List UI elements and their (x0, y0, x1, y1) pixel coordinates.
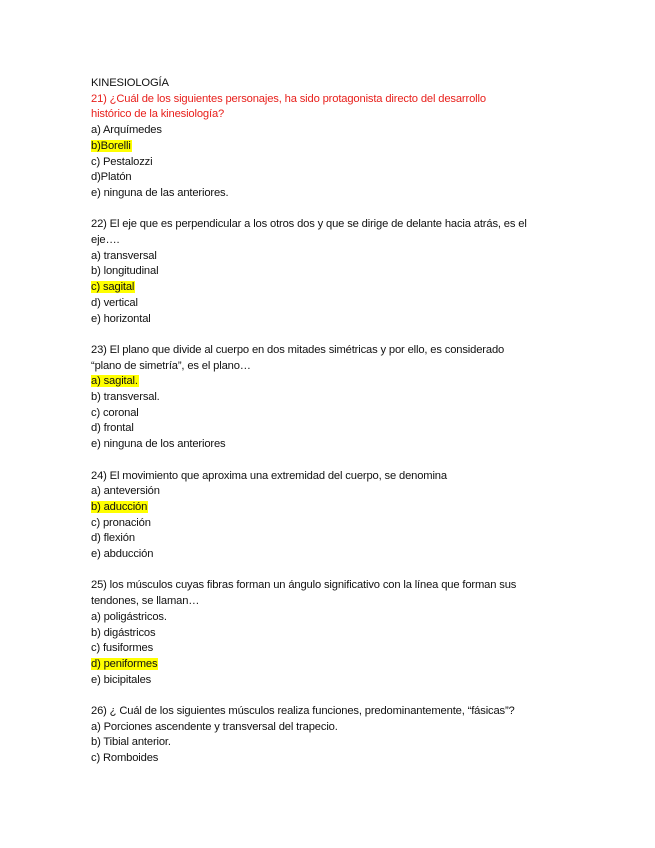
question-block (91, 704, 571, 767)
answer-option-text: a) anteversión (91, 485, 160, 498)
question-text: 22) El eje que es perpendicular a los otros dos y que se dirige de delante hacia atrás, es el (91, 218, 527, 231)
answer-option-text: d)Platón (91, 171, 132, 184)
answer-option-text: c) fusiformes (91, 642, 154, 655)
answer-option-text: c) Romboides (91, 752, 159, 765)
answer-option (91, 296, 571, 312)
answer-option (91, 610, 571, 626)
question-list (91, 92, 571, 767)
answer-option (91, 170, 571, 186)
answer-option-text: e) bicipitales (91, 673, 152, 686)
answer-option-text: b) digástricos (91, 626, 156, 639)
answer-option-text: c) Pestalozzi (91, 155, 153, 168)
answer-option-text: c) pronación (91, 516, 151, 529)
answer-option-text: b)Borelli (91, 139, 131, 152)
question-block (91, 578, 571, 688)
answer-option (91, 421, 571, 437)
answer-option-text: c) sagital (91, 281, 135, 294)
answer-option (91, 186, 571, 202)
question-text: tendones, se llaman… (91, 595, 200, 608)
answer-option-text: d) vertical (91, 296, 138, 309)
answer-options (91, 720, 571, 767)
answer-option-text: a) poligástricos. (91, 610, 167, 623)
question-text: 26) ¿ Cuál de los siguientes músculos realiza funciones, predominantemente, “fásicas”? (91, 705, 515, 718)
answer-option-text: a) sagital. (91, 375, 138, 388)
answer-option-correct (91, 280, 571, 296)
answer-option-text: c) coronal (91, 406, 139, 419)
answer-option (91, 641, 571, 657)
answer-option (91, 751, 571, 767)
answer-options (91, 123, 571, 202)
answer-option-text: a) transversal (91, 249, 157, 262)
answer-option-text: d) flexión (91, 532, 135, 545)
question-text: histórico de la kinesiología? (91, 108, 225, 121)
answer-option-text: d) frontal (91, 422, 134, 435)
answer-option (91, 547, 571, 563)
answer-option (91, 264, 571, 280)
question-text: 23) El plano que divide al cuerpo en dos mitades simétricas y por ello, es considerado (91, 343, 505, 356)
answer-option (91, 390, 571, 406)
answer-option-text: a) Porciones ascendente y transversal del trapecio. (91, 720, 338, 733)
question-block (91, 92, 571, 202)
question-text: “plano de simetría”, es el plano… (91, 359, 251, 372)
question-text: 21) ¿Cuál de los siguientes personajes, ha sido protagonista directo del desarrollo (91, 92, 486, 105)
question-block (91, 469, 571, 563)
answer-options (91, 484, 571, 563)
document-title: KINESIOLOGÍA (91, 77, 169, 89)
answer-option-correct (91, 657, 571, 673)
question-block (91, 217, 571, 327)
answer-option (91, 516, 571, 532)
answer-options (91, 249, 571, 328)
answer-option-correct (91, 139, 571, 155)
answer-option-correct (91, 500, 571, 516)
answer-option-text: e) ninguna de los anteriores (91, 438, 226, 451)
answer-option-text: a) Arquímedes (91, 124, 162, 137)
answer-option-correct (91, 374, 571, 390)
document-page (91, 76, 571, 783)
answer-option-text: b) longitudinal (91, 265, 159, 278)
answer-option (91, 155, 571, 171)
answer-option-text: b) aducción (91, 500, 148, 513)
answer-option (91, 484, 571, 500)
answer-option (91, 720, 571, 736)
answer-option-text: b) Tibial anterior. (91, 736, 171, 749)
answer-options (91, 374, 571, 453)
answer-options (91, 610, 571, 689)
answer-option (91, 406, 571, 422)
answer-option (91, 437, 571, 453)
answer-option (91, 123, 571, 139)
answer-option-text: d) peniformes (91, 657, 158, 670)
answer-option-text: e) horizontal (91, 312, 151, 325)
answer-option-text: e) ninguna de las anteriores. (91, 186, 229, 199)
answer-option (91, 531, 571, 547)
answer-option (91, 735, 571, 751)
question-text: 25) los músculos cuyas fibras forman un ángulo significativo con la línea que forman sus (91, 579, 517, 592)
answer-option-text: e) abducción (91, 548, 154, 561)
answer-option (91, 673, 571, 689)
answer-option (91, 626, 571, 642)
answer-option-text: b) transversal. (91, 391, 160, 404)
question-text: eje…. (91, 234, 120, 247)
question-block (91, 343, 571, 453)
answer-option (91, 312, 571, 328)
answer-option (91, 249, 571, 265)
question-text: 24) El movimiento que aproxima una extremidad del cuerpo, se denomina (91, 469, 447, 482)
